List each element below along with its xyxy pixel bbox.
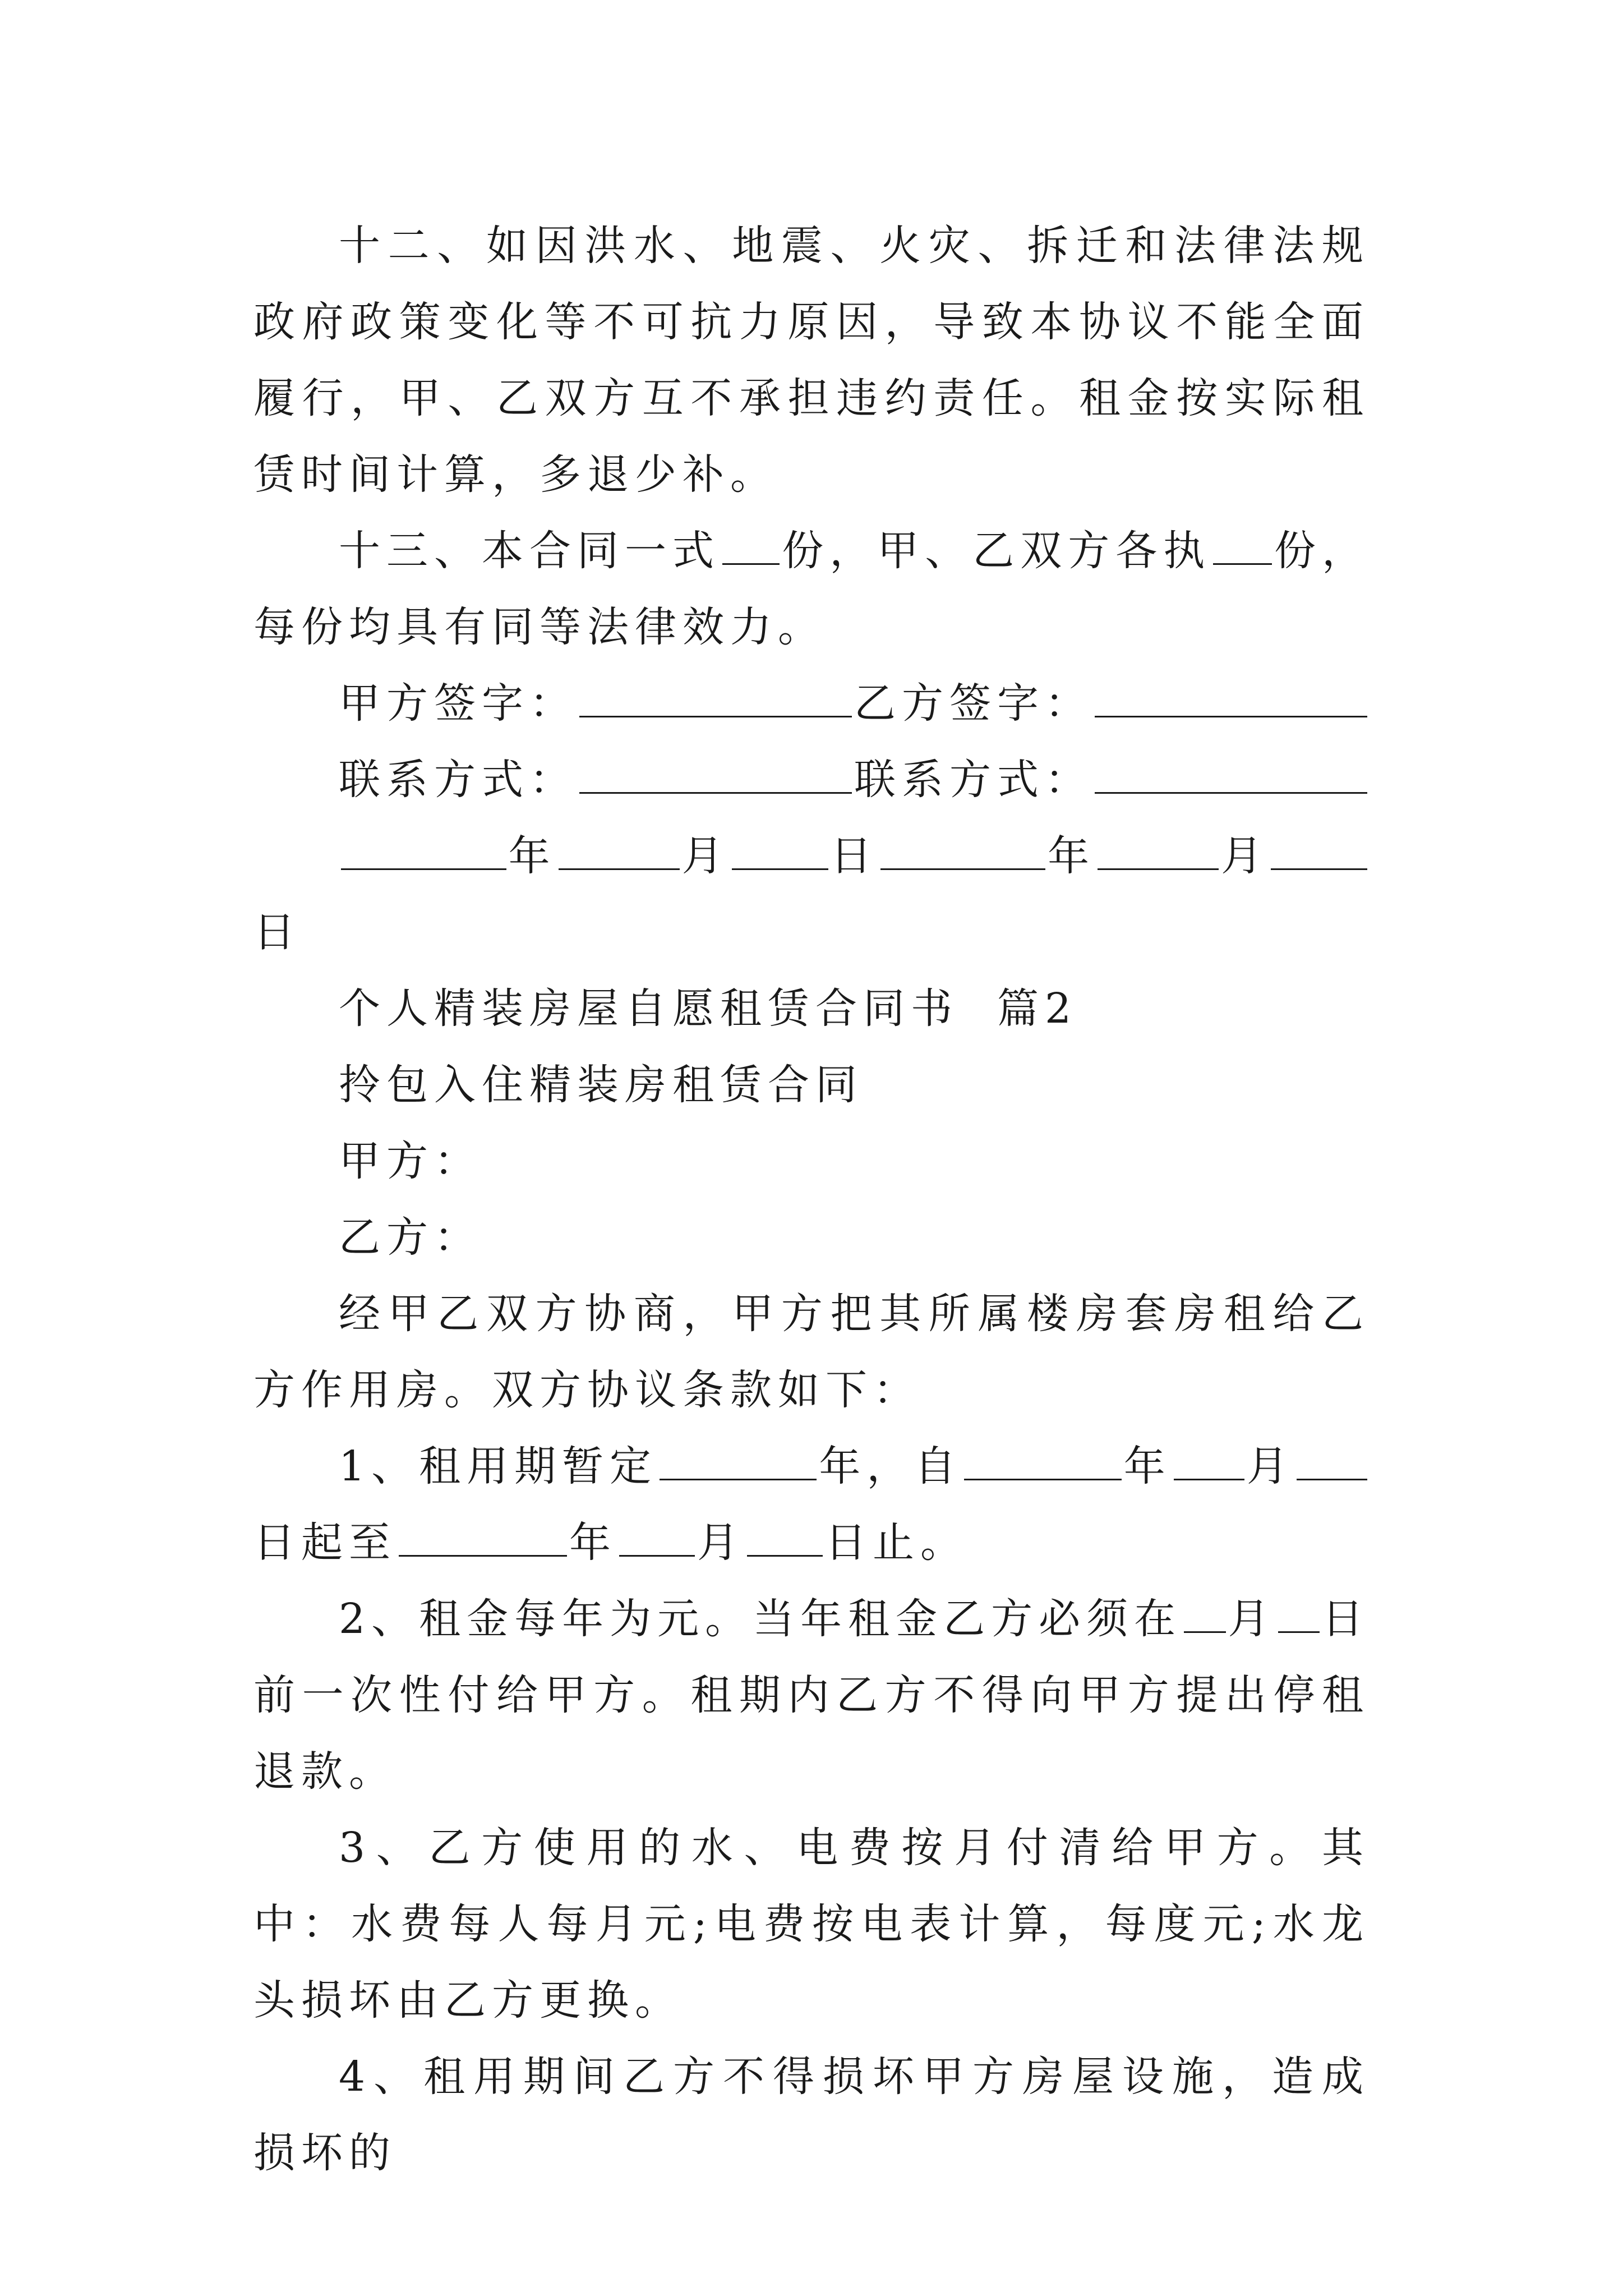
clause-1-text-g: 月 [697, 1519, 745, 1567]
start-year-blank[interactable] [964, 1439, 1121, 1480]
party-a-year-blank[interactable] [341, 829, 506, 870]
party-b-label: 乙方： [339, 1213, 482, 1262]
year-label-2: 年 [1048, 832, 1096, 880]
party-b-sign-label: 乙方签字： [854, 679, 1092, 728]
party-b-month-blank[interactable] [1098, 829, 1219, 870]
clause-4: 4、租用期间乙方不得损坏甲方房屋设施，造成损坏的 [253, 2053, 1370, 2177]
year-label: 年 [508, 832, 556, 880]
clause-1-text-b: 年，自 [819, 1442, 962, 1490]
clause-1-text-c: 年 [1123, 1442, 1172, 1490]
clause-2-text-b: 月 [1228, 1595, 1276, 1643]
clause-1-text-e: 日起至 [253, 1519, 396, 1567]
party-b-year-blank[interactable] [880, 829, 1046, 870]
party-a-contact-label: 联系方式： [339, 756, 577, 804]
clause-13-text-a: 十三、本合同一式 [339, 527, 720, 575]
clause-2-text-c: 日 [1322, 1595, 1370, 1643]
clause-1-line2 [253, 1504, 1370, 1581]
section-2-title-text: 个人精装房屋自愿租赁合同书 篇2 [339, 984, 1078, 1033]
day-label: 日 [830, 832, 878, 880]
clause-13-line1 [253, 513, 1370, 589]
clause-1-line1 [253, 1428, 1370, 1504]
section-2-title [253, 970, 1370, 1047]
contact-row [253, 742, 1370, 818]
clause-2-line2: 前一次性付给甲方。租期内乙方不得向甲方提出停租退款。 [253, 1671, 1370, 1796]
party-a-sign-blank[interactable] [579, 677, 852, 717]
clause-13-text-b: 份，甲、乙双方各执 [782, 527, 1211, 575]
clause-1-text-a: 1、租用期暂定 [339, 1442, 658, 1490]
document-page [253, 208, 1370, 2191]
party-b-contact-blank[interactable] [1095, 753, 1367, 794]
month-label-2: 月 [1221, 832, 1269, 880]
party-b-line [253, 1199, 1370, 1276]
party-b-contact-label: 联系方式： [854, 756, 1092, 804]
start-day-blank[interactable] [1297, 1439, 1367, 1480]
section-2-subtitle [253, 1047, 1370, 1123]
party-a-sign-label: 甲方签字： [339, 679, 577, 728]
clause-1-text-d: 月 [1246, 1442, 1294, 1490]
party-a-line [253, 1123, 1370, 1199]
clause-13-text-c: 份， [1274, 527, 1370, 575]
start-month-blank[interactable] [1174, 1439, 1244, 1480]
clause-1-text-f: 年 [569, 1519, 617, 1567]
copies-each-blank[interactable] [1213, 524, 1272, 565]
day-label-2: 日 [253, 908, 301, 956]
clause-12: 十二、如因洪水、地震、火灾、拆迁和法律法规政府政策变化等不可抗力原因，导致本协议不能全面履行，甲、乙双方互不承担违约责任。租金按实际租赁时间计算，多退少补。 [253, 222, 1370, 499]
date-row-wrap [253, 894, 1370, 970]
end-month-blank[interactable] [619, 1516, 695, 1557]
clause-2-text-a: 2、租金每年为元。当年租金乙方必须在 [339, 1595, 1182, 1643]
copies-total-blank[interactable] [722, 524, 780, 565]
clause-2-line1 [253, 1581, 1370, 1657]
party-b-day-blank[interactable] [1271, 829, 1367, 870]
clause-3: 3、乙方使用的水、电费按月付清给甲方。其中：水费每人每月元;电费按电表计算，每度元;水龙头损坏由乙方更换。 [253, 1824, 1370, 2024]
clause-13-line2: 每份均具有同等法律效力。 [253, 603, 826, 651]
payment-month-blank[interactable] [1184, 1592, 1225, 1633]
section-2-subtitle-text: 拎包入住精装房租赁合同 [339, 1061, 863, 1109]
term-years-blank[interactable] [660, 1439, 817, 1480]
party-a-label: 甲方： [339, 1137, 482, 1185]
end-day-blank[interactable] [747, 1516, 823, 1557]
party-b-sign-blank[interactable] [1095, 677, 1367, 717]
payment-day-blank[interactable] [1278, 1592, 1320, 1633]
party-a-contact-blank[interactable] [579, 753, 852, 794]
end-year-blank[interactable] [399, 1516, 567, 1557]
month-label: 月 [681, 832, 730, 880]
section-2-intro: 经甲乙双方协商，甲方把其所属楼房套房租给乙方作用房。双方协议条款如下： [253, 1290, 1370, 1414]
party-a-day-blank[interactable] [732, 829, 828, 870]
party-a-month-blank[interactable] [559, 829, 680, 870]
clause-1-text-h: 日止。 [825, 1519, 968, 1567]
date-row [253, 818, 1370, 894]
signature-row [253, 665, 1370, 742]
